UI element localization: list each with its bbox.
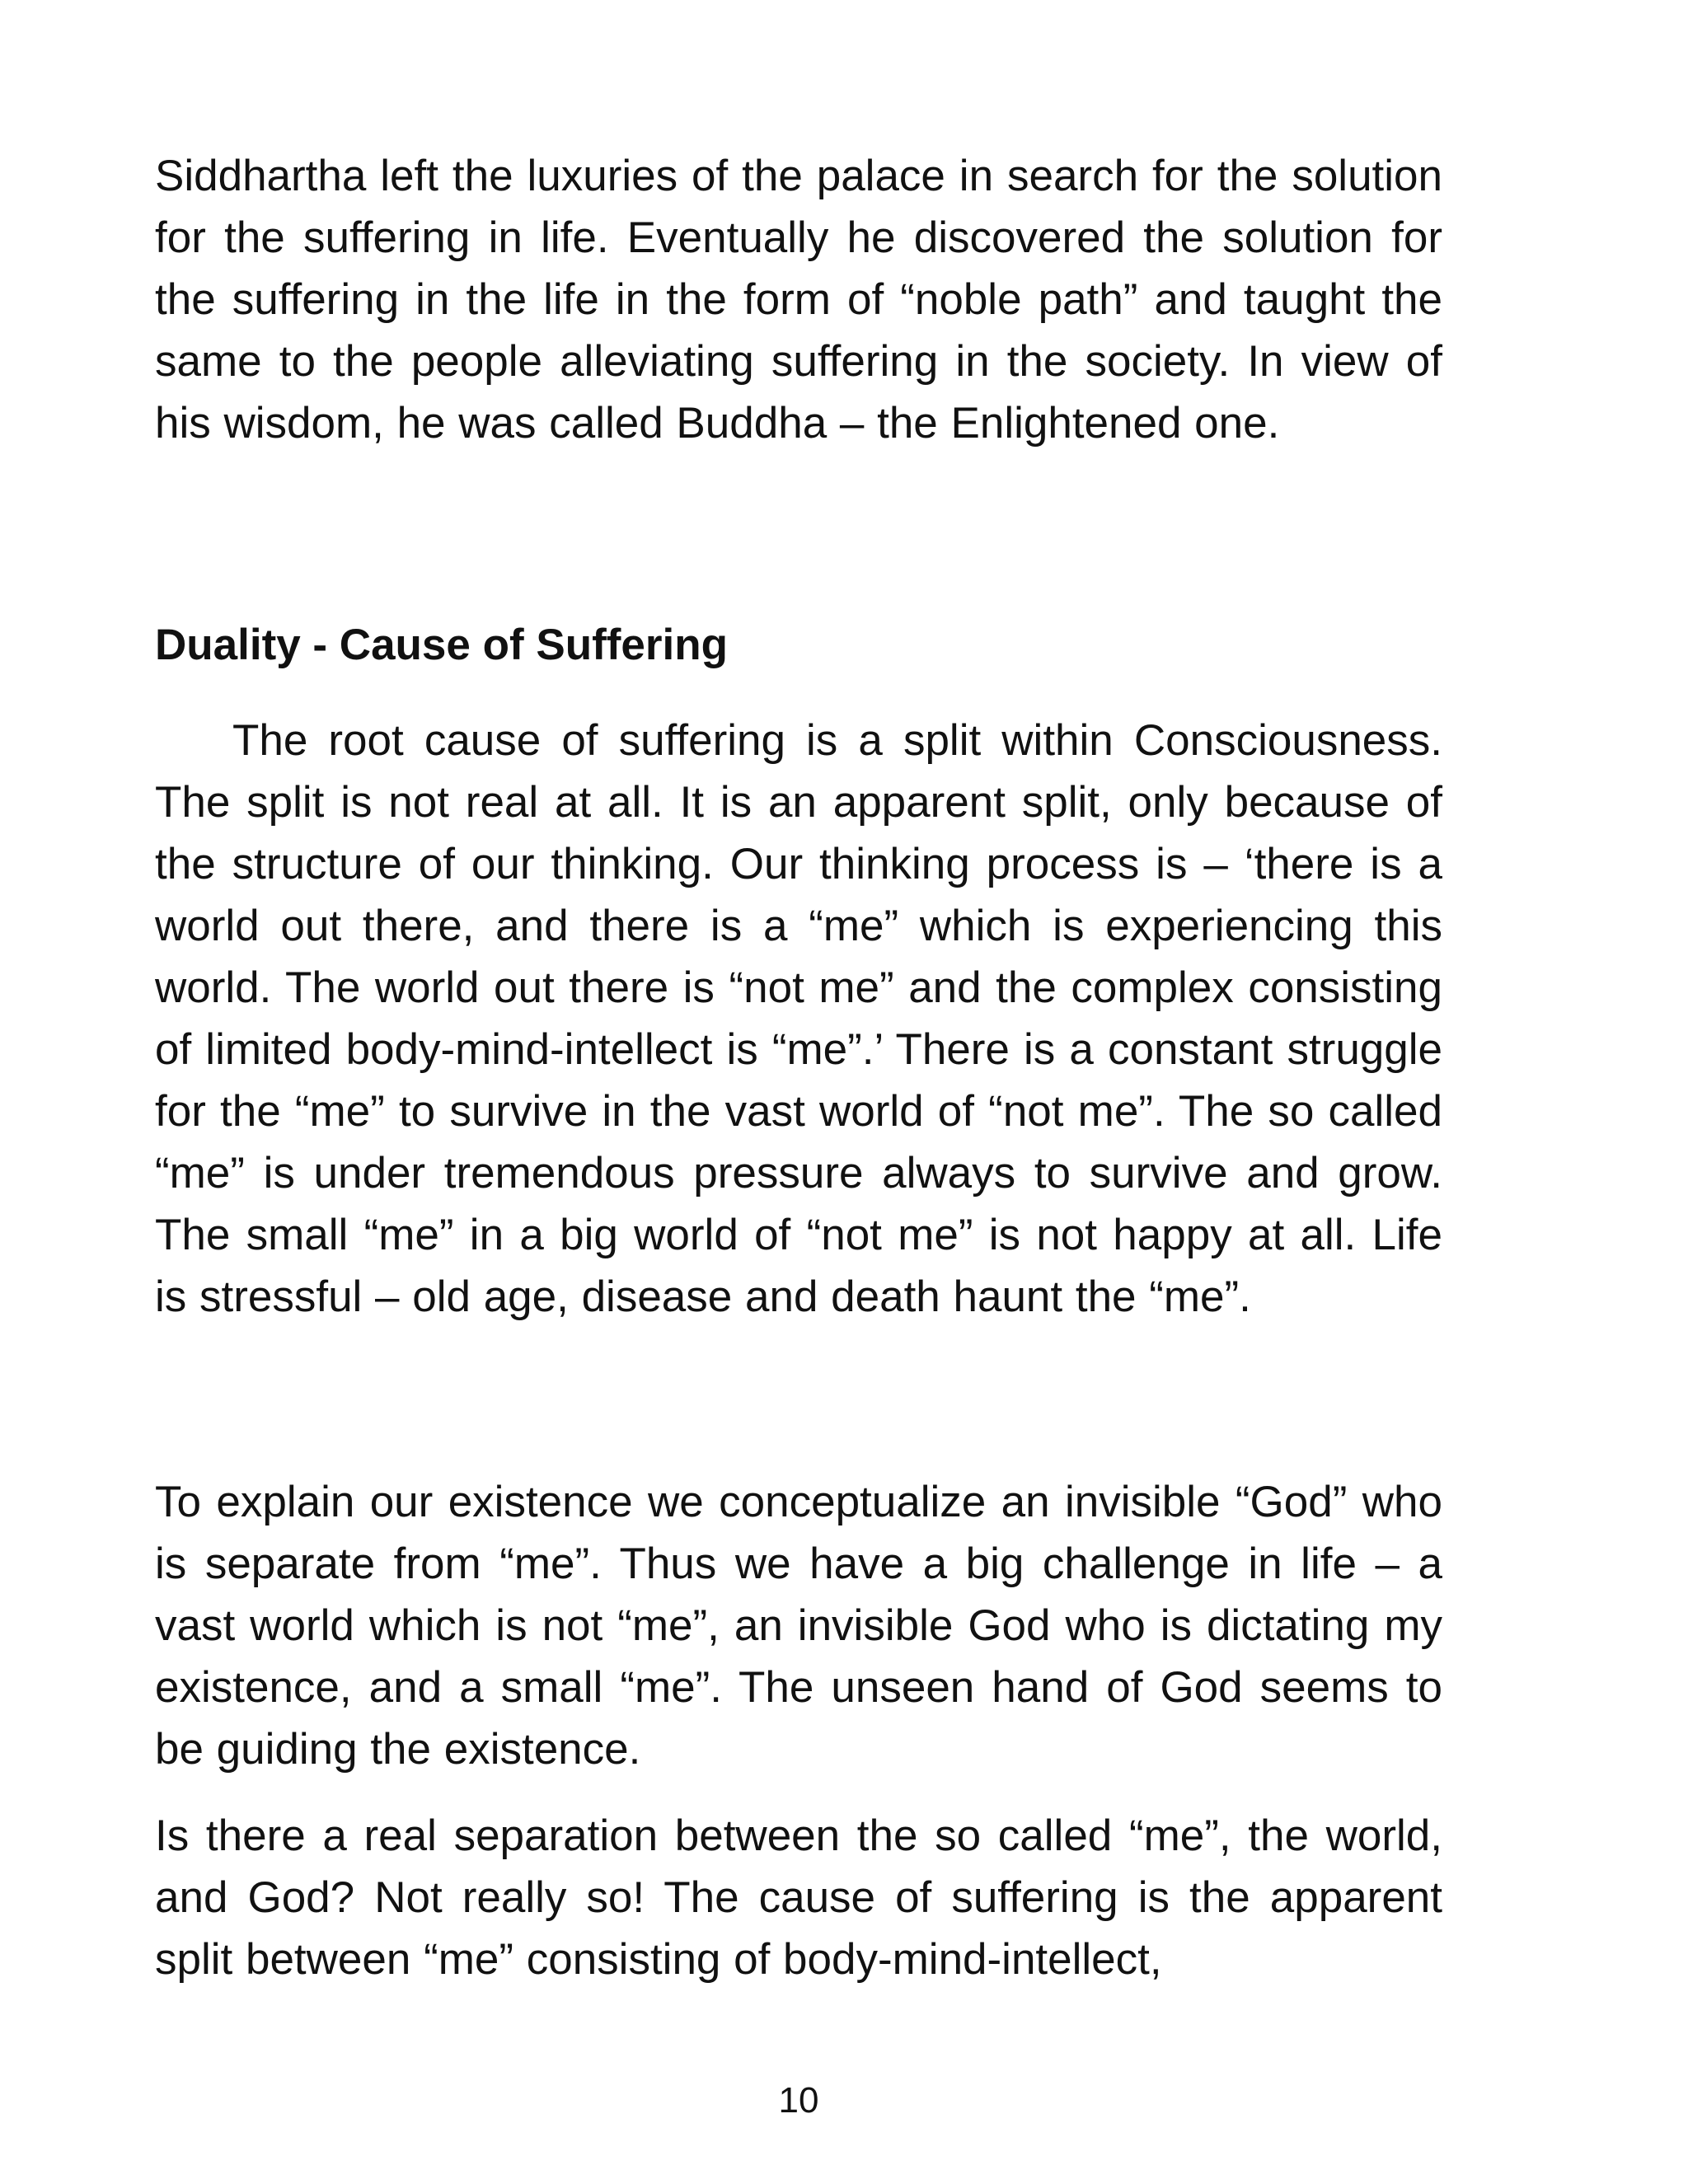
root-cause-paragraph: The root cause of suffering is a split within Consciousness. The split is not real at all. It is an apparent split, only because of the structure of our thinking. Our thinking process is – ‘there is a world out there, and there is a “me” which is experiencing this world. The world out there is “not me” and the complex consisting of limited body-mind-intellect is “me”.’ There is a constant struggle for the “me” to survive in the vast world of “not me”. The so called “me” is under tremendous pressure always to survive and grow. The small “me” in a big world of “not me” is not happy at all. Life is stressful – old age, disease and death haunt the “me”.	[155, 716, 1442, 1321]
intro-paragraph: Siddhartha left the luxuries of the palace in search for the solution for the suffering in life. Eventually he discovered the solution for the suffering in the life in the form of “noble path” and taught the same to the people alleviating suffering in the society. In view of his wisdom, he was called Buddha – the Enlightened one.	[155, 152, 1442, 448]
section-heading: Duality - Cause of Suffering	[155, 621, 728, 669]
page-number: 10	[778, 2080, 819, 2121]
god-concept-paragraph: To explain our existence we conceptualize an invisible “God” who is separate from “me”. Thus we have a big challenge in life – a vast world which is not “me”, an invisible God who is dictating my existence, and a small “me”. The unseen hand of God seems to be guiding the existence.	[155, 1478, 1442, 1774]
separation-paragraph: Is there a real separation between the so called “me”, the world, and God? Not really so! The cause of suffering is the apparent split between “me” consisting of body-mind-intellect,	[155, 1811, 1442, 1984]
